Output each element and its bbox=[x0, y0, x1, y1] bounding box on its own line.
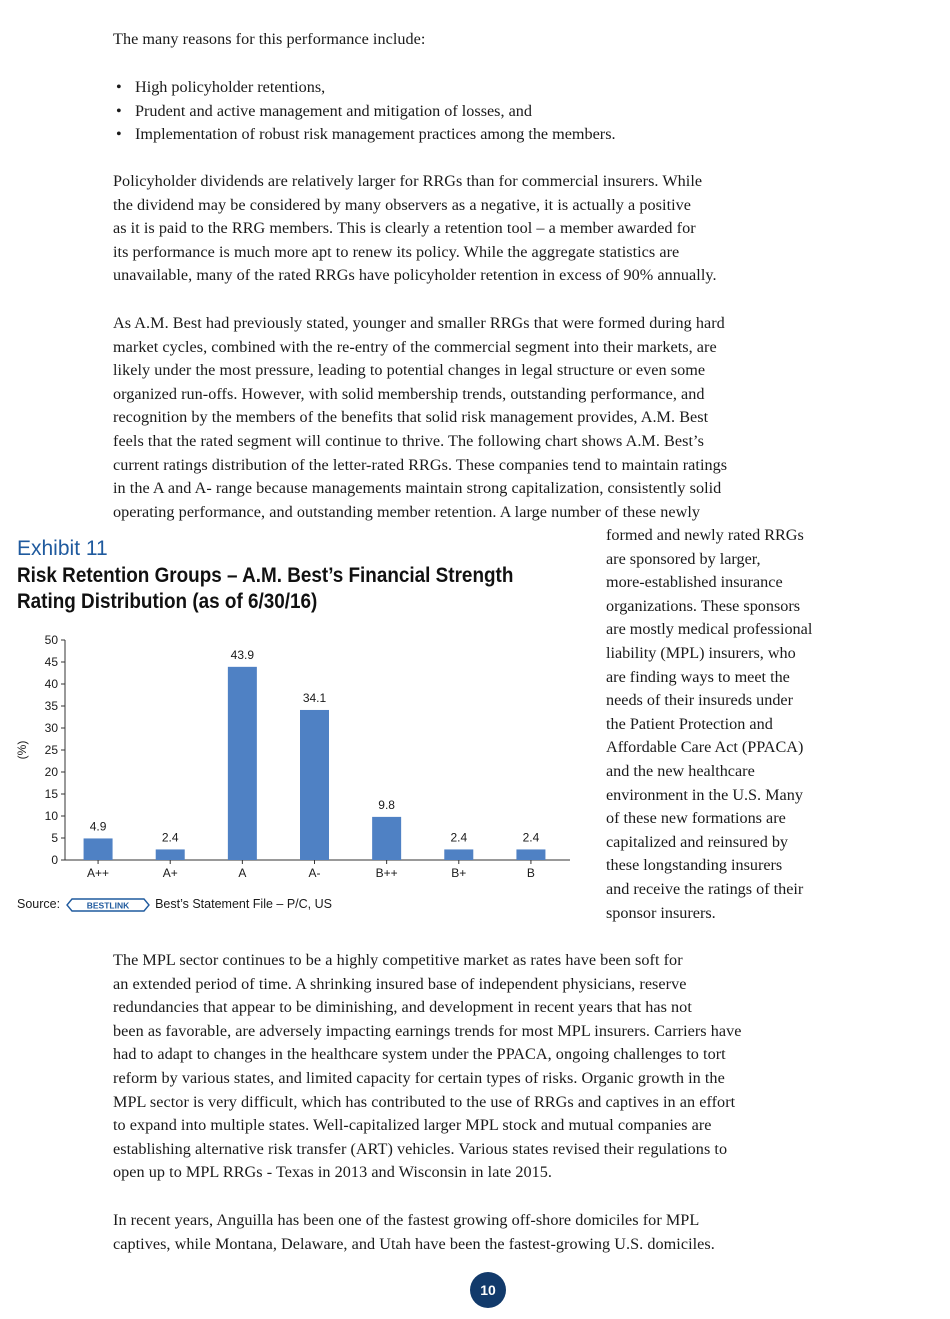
text-line: had to adapt to changes in the healthcare system under the PPACA, ongoing challenges to tort bbox=[113, 1045, 726, 1064]
paragraph-dividends bbox=[113, 170, 717, 288]
text-line: the dividend may be considered by many observers as a negative, it is actually a positive bbox=[113, 195, 692, 214]
x-tick-label: B++ bbox=[375, 866, 398, 880]
text-line: are mostly medical professional bbox=[606, 620, 813, 639]
paragraph-domiciles bbox=[113, 1209, 715, 1256]
y-tick-label: 20 bbox=[44, 765, 58, 779]
text-line: In recent years, Anguilla has been one of the fastest growing off-shore domiciles for MPL bbox=[113, 1211, 700, 1229]
bar bbox=[156, 849, 185, 860]
bar bbox=[228, 667, 257, 860]
text-line: been as favorable, are adversely impacting earnings trends for most MPL insurers. Carriers have bbox=[113, 1021, 742, 1040]
text-line: its performance is much more apt to renew its policy. While the aggregate statistics are bbox=[113, 242, 680, 261]
list-item: • Implementation of robust risk management practices among the members. bbox=[113, 123, 616, 147]
text-line: redundancies that appear to be diminishing, and development in recent years that has not bbox=[113, 998, 692, 1017]
exhibit-title-line: Rating Distribution (as of 6/30/16) bbox=[17, 590, 318, 613]
y-tick-label: 10 bbox=[44, 809, 58, 823]
bar bbox=[84, 838, 113, 860]
y-tick-label: 25 bbox=[44, 743, 58, 757]
text-line: sponsor insurers. bbox=[606, 903, 716, 922]
bar bbox=[444, 849, 473, 860]
bar-data-label: 9.8 bbox=[378, 797, 395, 812]
text-line: are sponsored by larger, bbox=[606, 549, 761, 568]
text-line: in the A and A- range because managements maintain strong capitalization, consistently solid bbox=[113, 479, 722, 498]
text-line: organizations. These sponsors bbox=[606, 596, 801, 615]
sidebar-paragraph bbox=[606, 524, 812, 925]
text-line: current ratings distribution of the letter-rated RRGs. These companies tend to maintain ratings bbox=[113, 455, 728, 474]
x-tick-label: B+ bbox=[451, 866, 467, 880]
text-line: likely under the most pressure, leading to potential changes in legal structure or even some bbox=[113, 361, 706, 380]
text-line: Policyholder dividends are relatively larger for RRGs than for commercial insurers. While bbox=[113, 172, 703, 190]
intro-text: The many reasons for this performance include: bbox=[113, 30, 426, 48]
y-tick-label: 50 bbox=[44, 633, 58, 647]
text-line: captives, while Montana, Delaware, and Utah have been the fastest-growing U.S. domiciles. bbox=[113, 1234, 715, 1253]
list-item: • High policyholder retentions, bbox=[113, 76, 616, 100]
y-tick-label: 35 bbox=[44, 699, 58, 713]
exhibit-title bbox=[17, 563, 513, 615]
text-line: operating performance, and outstanding member retention. A large number of these newly bbox=[113, 502, 701, 521]
text-line: the Patient Protection and bbox=[606, 714, 773, 733]
text-line: an extended period of time. A shrinking insured base of independent physicians, reserve bbox=[113, 974, 687, 993]
text-line: formed and newly rated RRGs bbox=[606, 526, 804, 544]
y-tick-label: 40 bbox=[44, 677, 58, 691]
x-tick-label: A+ bbox=[162, 866, 178, 880]
text-line: open up to MPL RRGs - Texas in 2013 and Wisconsin in late 2015. bbox=[113, 1163, 553, 1182]
text-line: capitalized and reinsured by bbox=[606, 832, 789, 851]
x-tick-label: A++ bbox=[87, 866, 110, 880]
bar-data-label: 4.9 bbox=[89, 819, 107, 834]
text-line: more-established insurance bbox=[606, 573, 783, 592]
y-axis-label: (%) bbox=[15, 740, 29, 760]
x-tick-label: A bbox=[238, 866, 247, 880]
y-tick-label: 5 bbox=[51, 831, 58, 845]
bar-data-label: 2.4 bbox=[161, 830, 179, 845]
x-tick-label: A- bbox=[308, 866, 321, 880]
text-line: reform by various states, and limited capacity for certain types of risks. Organic growth in the bbox=[113, 1068, 725, 1087]
source-text: Best’s Statement File – P/C, US bbox=[155, 897, 332, 911]
bar bbox=[516, 849, 545, 860]
text-line: of these new formations are bbox=[606, 809, 786, 828]
text-line: environment in the U.S. Many bbox=[606, 785, 803, 804]
exhibit-label: Exhibit 11 bbox=[17, 537, 108, 560]
bar-data-label: 2.4 bbox=[450, 830, 468, 845]
list-item: • Prudent and active management and mitigation of losses, and bbox=[113, 100, 616, 124]
ratings-bar-chart bbox=[10, 630, 580, 885]
paragraph-mpl-sector bbox=[113, 949, 742, 1185]
y-tick-label: 0 bbox=[51, 853, 58, 867]
text-line: are finding ways to meet the bbox=[606, 667, 790, 686]
y-tick-label: 15 bbox=[44, 787, 58, 801]
page-number: 10 bbox=[470, 1272, 506, 1308]
y-tick-label: 45 bbox=[44, 655, 58, 669]
text-line: unavailable, many of the rated RRGs have policyholder retention in excess of 90% annually. bbox=[113, 266, 717, 285]
paragraph-ratings bbox=[113, 312, 727, 524]
text-line: As A.M. Best had previously stated, younger and smaller RRGs that were formed during hard bbox=[113, 314, 725, 332]
text-line: Affordable Care Act (PPACA) bbox=[606, 738, 804, 757]
exhibit-title-line: Risk Retention Groups – A.M. Best’s Financial Strength bbox=[17, 564, 514, 587]
text-line: these longstanding insurers bbox=[606, 856, 783, 875]
text-line: The MPL sector continues to be a highly competitive market as rates have been soft for bbox=[113, 951, 683, 969]
x-tick-label: B bbox=[526, 866, 535, 880]
reasons-list bbox=[113, 76, 616, 147]
source-prefix: Source: bbox=[17, 897, 61, 911]
text-line: establishing alternative risk transfer (ART) vehicles. Various states revised their regulations to bbox=[113, 1139, 728, 1158]
bar bbox=[300, 710, 329, 860]
bestlink-logo-text: BESTLINK bbox=[86, 900, 129, 911]
text-line: recognition by the members of the benefits that solid risk management provides, A.M. Best bbox=[113, 408, 709, 427]
bar-data-label: 34.1 bbox=[302, 690, 327, 705]
text-line: MPL sector is very difficult, which has contributed to the use of RRGs and captives in an effort bbox=[113, 1092, 736, 1111]
bar-data-label: 43.9 bbox=[230, 647, 255, 662]
y-tick-label: 30 bbox=[44, 721, 58, 735]
text-line: needs of their insureds under bbox=[606, 691, 794, 710]
text-line: liability (MPL) insurers, who bbox=[606, 643, 796, 662]
chart-source bbox=[17, 897, 332, 912]
text-line: feels that the rated segment will continue to thrive. The following chart shows A.M. Best’s bbox=[113, 431, 704, 450]
bar bbox=[372, 817, 401, 860]
text-line: to expand into multiple states. Well-capitalized larger MPL stock and mutual companies are bbox=[113, 1116, 712, 1135]
text-line: and the new healthcare bbox=[606, 761, 755, 780]
bar-data-label: 2.4 bbox=[522, 830, 540, 845]
bestlink-logo-icon bbox=[66, 898, 150, 912]
text-line: as it is paid to the RRG members. This is clearly a retention tool – a member awarded for bbox=[113, 219, 696, 238]
text-line: organized run-offs. However, with solid membership trends, outstanding performance, and bbox=[113, 384, 705, 403]
text-line: market cycles, combined with the re-entry of the commercial segment into their markets, are bbox=[113, 337, 717, 356]
text-line: and receive the ratings of their bbox=[606, 879, 804, 898]
